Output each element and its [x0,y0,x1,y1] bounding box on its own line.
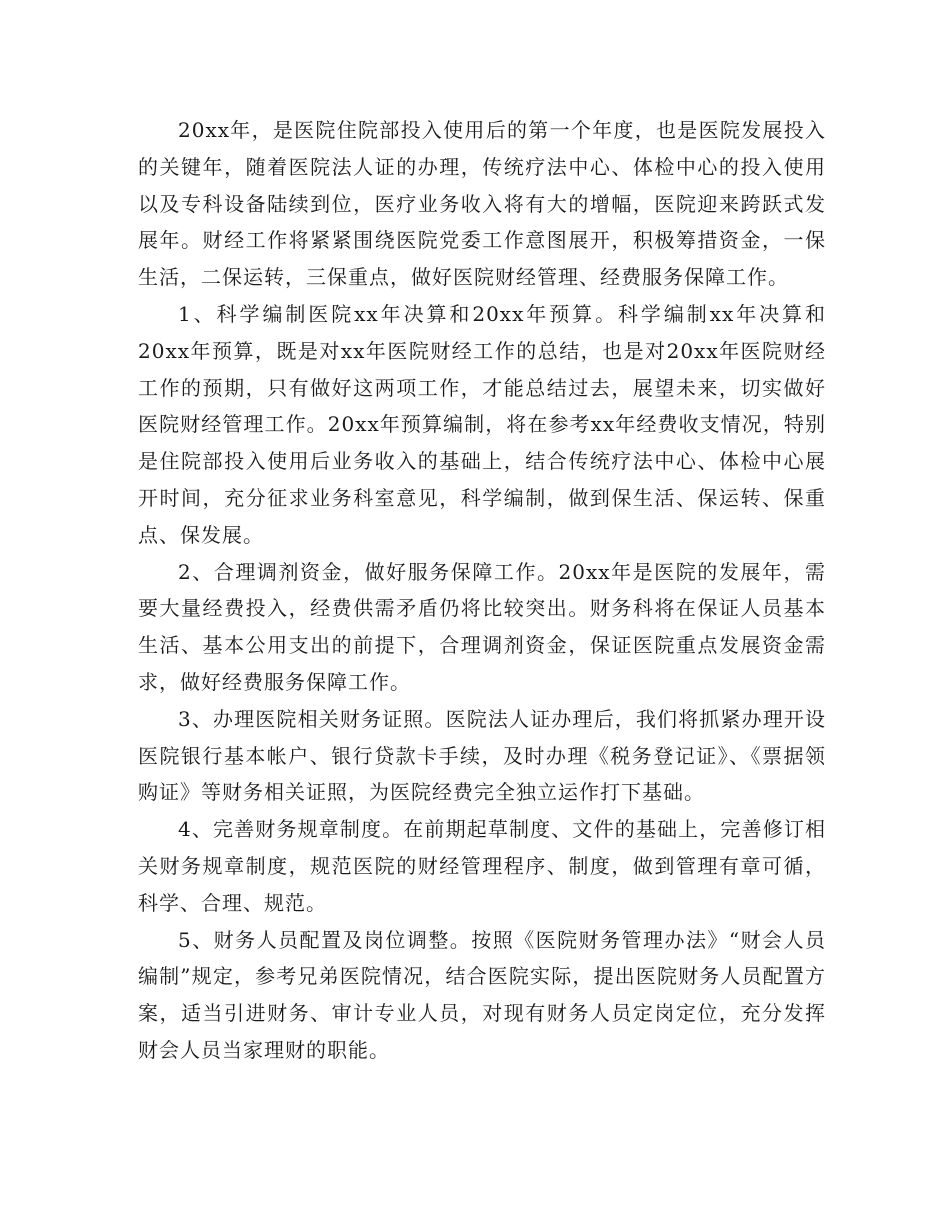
item-2-funds-paragraph: 2、合理调剂资金，做好服务保障工作。20xx年是医院的发展年，需要大量经费投入，经费供需矛盾仍将比较突出。财务科将在保证人员基本生活、基本公用支出的前提下，合理调剂资金，保证医院重点发展资金需求，做好经费服务保障工作。 [138,559,826,694]
item-5-staffing-paragraph: 5、财务人员配置及岗位调整。按照《医院财务管理办法》“财会人员编制”规定，参考兄弟医院情况，结合医院实际，提出医院财务人员配置方案，适当引进财务、审计专业人员，对现有财务人员定岗定位，充分发挥财会人员当家理财的职能。 [138,927,826,1062]
intro-paragraph: 20xx年，是医院住院部投入使用后的第一个年度，也是医院发展投入的关键年，随着医院法人证的办理，传统疗法中心、体检中心的投入使用以及专科设备陆续到位，医疗业务收入将有大的增幅，医院迎来跨跃式发展年。财经工作将紧紧围绕医院党委工作意图展开，积极筹措资金，一保生活，二保运转，三保重点，做好医院财经管理、经费服务保障工作。 [138,118,826,290]
item-3-licenses-paragraph: 3、办理医院相关财务证照。医院法人证办理后，我们将抓紧办理开设医院银行基本帐户、银行贷款卡手续，及时办理《税务登记证》、《票据领购证》等财务相关证照，为医院经费完全独立运作打下基础。 [138,706,826,805]
item-4-regulations-paragraph: 4、完善财务规章制度。在前期起草制度、文件的基础上，完善修订相关财务规章制度，规范医院的财经管理程序、制度，做到管理有章可循，科学、合理、规范。 [138,817,826,915]
item-1-budget-paragraph: 1、科学编制医院xx年决算和20xx年预算。科学编制xx年决算和20xx年预算，既是对xx年医院财经工作的总结，也是对20xx年医院财经工作的预期，只有做好这两项工作，才能总结过去，展望未来，切实做好医院财经管理工作。20xx年预算编制，将在参考xx年经费收支情况，特别是住院部投入使用后业务收入的基础上，结合传统疗法中心、体检中心展开时间，充分征求业务科室意见，科学编制，做到保生活、保运转、保重点、保发展。 [138,301,826,547]
document-body [138,112,826,1069]
